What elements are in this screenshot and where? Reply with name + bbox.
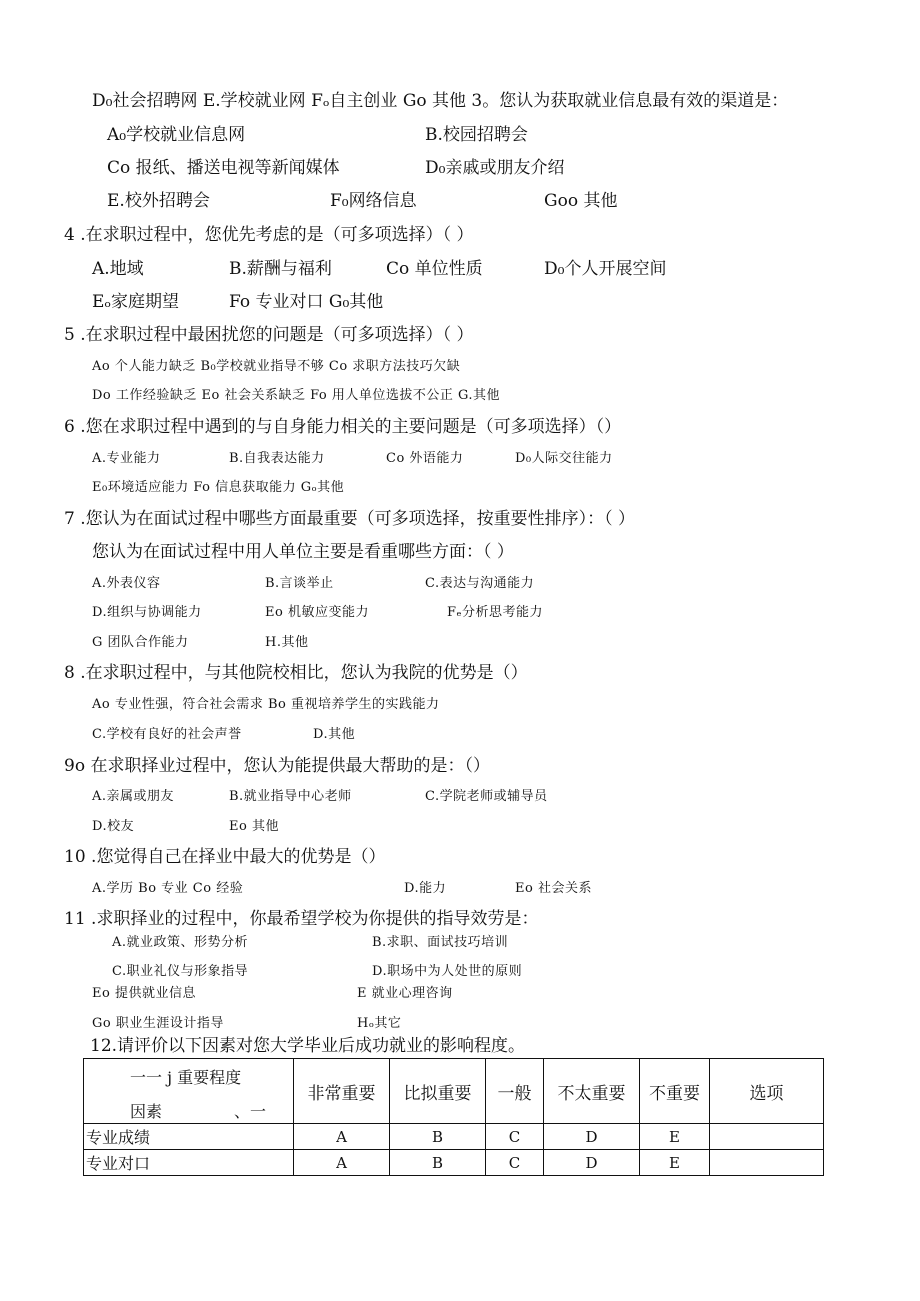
q6-options-line2: E₀环境适应能力 Fo 信息获取能力 Gₒ其他 [92, 480, 345, 495]
q7-option-d: D.组织与协调能力 [92, 605, 202, 620]
q11-option-c: C.职业礼仪与形象指导 [112, 964, 249, 979]
q3-option-c: Co 报纸、播送电视等新闻媒体 [107, 158, 340, 178]
table-row [84, 1124, 824, 1150]
q10-stem: 10 .您觉得自己在择业中最大的优势是（） [64, 847, 386, 867]
table-cell: D [544, 1150, 640, 1176]
table-cell: E [640, 1150, 710, 1176]
table-row [84, 1150, 824, 1176]
q8-options-line1: Ao 专业性强，符合社会需求 Bo 重视培养学生的实践能力 [92, 697, 440, 712]
table-cell: D [544, 1124, 640, 1150]
column-header: 不太重要 [544, 1059, 640, 1124]
table-cell: B [390, 1124, 486, 1150]
q7-option-e: Eo 机敏应变能力 [265, 605, 369, 620]
q7-stem-2: 您认为在面试过程中用人单位主要是看重哪些方面：（ ） [92, 542, 514, 562]
q9-option-a: A.亲属或朋友 [92, 789, 175, 804]
q7-option-g: G 团队合作能力 [92, 635, 189, 650]
q7-option-f: Fₑ分析思考能力 [447, 605, 544, 620]
q8-stem: 8 .在求职过程中，与其他院校相比，您认为我院的优势是（） [64, 663, 528, 683]
q5-options-line1: Ao 个人能力缺乏 B₀学校就业指导不够 Co 求职方法技巧欠缺 [92, 359, 461, 374]
q9-option-d: D.校友 [92, 819, 135, 834]
q8-option-d: D.其他 [313, 727, 356, 742]
column-header: 比拟重要 [390, 1059, 486, 1124]
table-cell: E [640, 1124, 710, 1150]
q7-option-b: B.言谈举止 [265, 576, 334, 591]
option-input-cell[interactable] [710, 1124, 824, 1150]
q4-option-f: Fo 专业对口 G₀其他 [229, 292, 384, 312]
q7-stem: 7 .您认为在面试过程中哪些方面最重要（可多项选择，按重要性排序）：（ ） [64, 509, 636, 529]
q3-header: D₀社会招聘网 E.学校就业网 Fₒ自主创业 Go 其他 3。您认为获取就业信息最有效的渠道是： [92, 91, 789, 111]
q7-option-h: H.其他 [265, 635, 309, 650]
corner-label-importance: 一一 j 重要程度 [130, 1068, 242, 1087]
column-header: 不重要 [640, 1059, 710, 1124]
q6-option-b: B.自我表达能力 [229, 451, 325, 466]
q7-option-c: C.表达与沟通能力 [425, 576, 535, 591]
q9-option-c: C.学院老师或辅导员 [425, 789, 548, 804]
q11-option-g: Go 职业生涯设计指导 [92, 1016, 224, 1031]
q10-option-e: Eo 社会关系 [515, 881, 592, 896]
q6-stem: 6 .您在求职过程中遇到的与自身能力相关的主要问题是（可多项选择）（） [64, 417, 622, 437]
table-cell: A [294, 1150, 390, 1176]
rating-table [83, 1058, 824, 1176]
q9-stem: 9o 在求职择业过程中，您认为能提供最大帮助的是：（） [64, 756, 490, 776]
row-factor: 专业对口 [84, 1150, 294, 1176]
q4-stem: 4 .在求职过程中，您优先考虑的是（可多项选择）（ ） [64, 225, 474, 245]
q5-stem: 5 .在求职过程中最困扰您的问题是（可多项选择）（ ） [64, 325, 474, 345]
q3-option-f: F₀网络信息 [330, 191, 417, 211]
q9-option-b: B.就业指导中心老师 [229, 789, 352, 804]
q3-option-e: E.校外招聘会 [107, 191, 210, 211]
q6-option-d: D₀人际交往能力 [515, 451, 613, 466]
column-header: 非常重要 [294, 1059, 390, 1124]
q7-option-a: A.外表仪容 [92, 576, 161, 591]
q10-option-d: D.能力 [404, 881, 447, 896]
q10-options-abc: A.学历 Bo 专业 Co 经验 [92, 881, 244, 896]
table-corner-cell [84, 1059, 294, 1124]
q3-option-d: D₀亲戚或朋友介绍 [425, 158, 565, 178]
q3-option-a: A₀学校就业信息网 [107, 125, 246, 145]
option-input-cell[interactable] [710, 1150, 824, 1176]
q3-option-b: B.校园招聘会 [425, 125, 528, 145]
corner-mark: 、一 [234, 1102, 267, 1121]
q6-option-c: Co 外语能力 [386, 451, 464, 466]
table-cell: C [486, 1150, 544, 1176]
table-cell: A [294, 1124, 390, 1150]
table-cell: C [486, 1124, 544, 1150]
q4-option-c: Co 单位性质 [386, 259, 483, 279]
q4-option-a: A.地域 [92, 259, 144, 279]
q12-stem: 12.请评价以下因素对您大学毕业后成功就业的影响程度。 [90, 1036, 526, 1056]
q11-option-d: D.职场中为人处世的原则 [372, 964, 523, 979]
q4-option-e: Eₒ家庭期望 [92, 292, 179, 312]
column-header: 选项 [710, 1059, 824, 1124]
q11-option-e: Eo 提供就业信息 [92, 986, 196, 1001]
q4-option-d: D₀个人开展空间 [544, 259, 667, 279]
q4-option-b: B.薪酬与福利 [229, 259, 332, 279]
corner-label-factor: 因素 [130, 1102, 163, 1121]
q11-option-e2: E 就业心理咨询 [357, 986, 453, 1001]
q11-stem: 11 .求职择业的过程中，你最希望学校为你提供的指导效劳是： [64, 909, 539, 929]
row-factor: 专业成绩 [84, 1124, 294, 1150]
q3-option-g: Goo 其他 [544, 191, 618, 211]
q11-option-b: B.求职、面试技巧培训 [372, 935, 509, 950]
q9-option-e: Eo 其他 [229, 819, 279, 834]
table-cell: B [390, 1150, 486, 1176]
q11-option-a: A.就业政策、形势分析 [112, 935, 249, 950]
table-header-row [84, 1059, 824, 1124]
q11-option-h: Hₒ其它 [357, 1016, 402, 1031]
q8-option-c: C.学校有良好的社会声誉 [92, 727, 242, 742]
column-header: 一般 [486, 1059, 544, 1124]
q5-options-line2: Do 工作经验缺乏 Eo 社会关系缺乏 Fo 用人单位选拔不公正 G.其他 [92, 388, 501, 403]
q6-option-a: A.专业能力 [92, 451, 161, 466]
